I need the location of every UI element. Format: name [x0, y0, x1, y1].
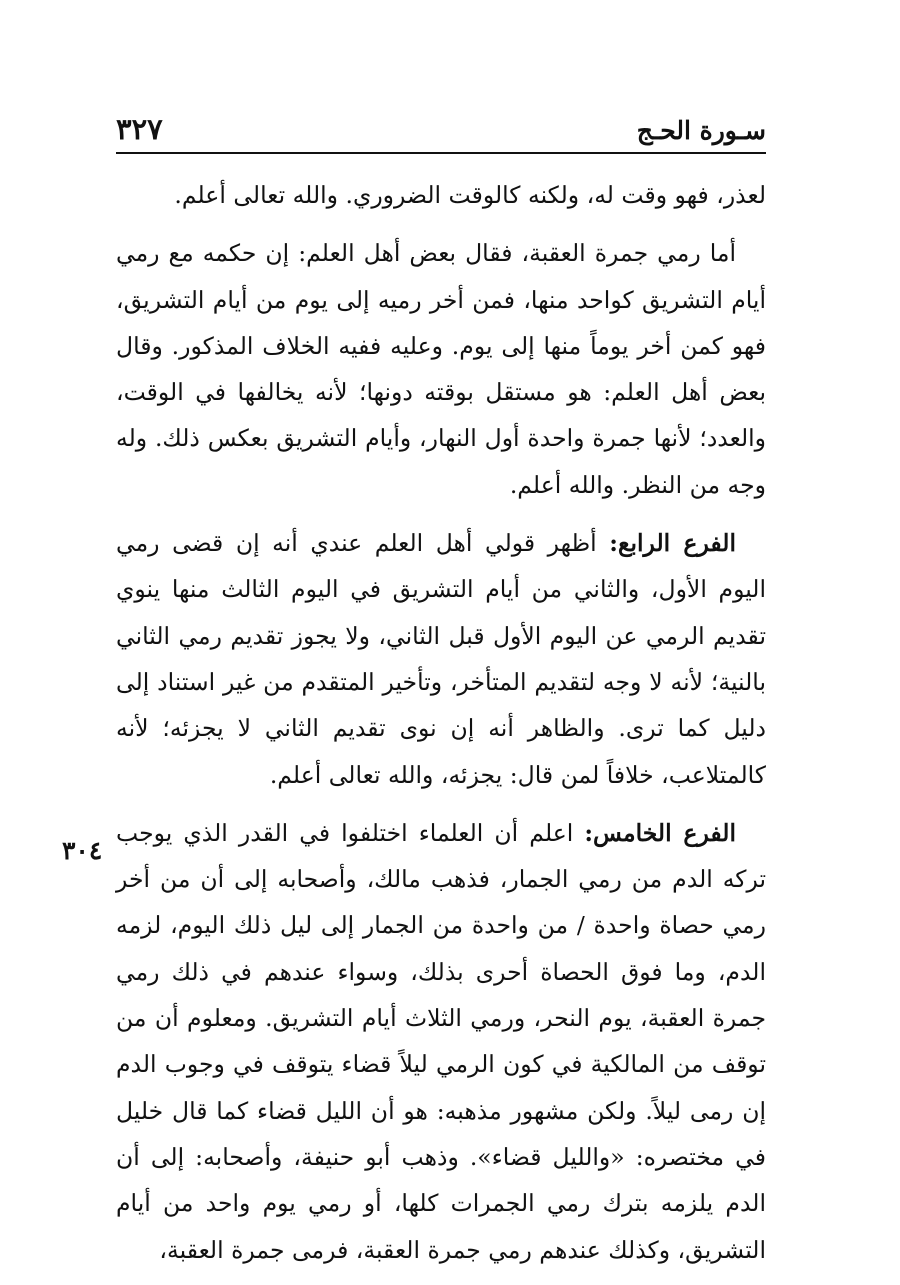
paragraph-1 [116, 172, 766, 218]
paragraph-3 [116, 520, 766, 798]
header-divider [116, 152, 766, 154]
page-number: ٣٢٧ [116, 112, 163, 146]
paragraph-3-lead: الفرع الرابع: [609, 529, 736, 558]
page-header [116, 108, 766, 154]
paragraph-2-text: أما رمي جمرة العقبة، فقال بعض أهل العلم: إن حكمه مع رمي أيام التشريق كواحد منها، فمن أخر رميه إلى يوم من أيام التشريق، فهو كمن أخر يوماً منها إلى يوم. وعليه ففيه الخلاف المذكور. وقال بعض أهل العلم: هو مستقل بوقته دونها؛ لأنه يخالفها في الوقت، والعدد؛ لأنها جمرة واحدة أول النهار، وأيام التشريق بعكس ذلك. وله وجه من النظر. والله أعلم. [116, 239, 766, 499]
surah-title: سـورة الحـج [636, 116, 766, 145]
paragraph-4 [116, 810, 766, 1273]
body-text [116, 172, 766, 1285]
paragraph-2 [116, 230, 766, 508]
margin-page-reference: ٣٠٤ [62, 836, 103, 865]
paragraph-3-text: أظهر قولي أهل العلم عندي أنه إن قضى رمي اليوم الأول، والثاني من أيام التشريق في اليوم الثالث منها ينوي تقديم الرمي عن اليوم الأول قبل الثاني، ولا يجوز تقديم رمي الثاني بالنية؛ لأنه لا وجه لتقديم المتأخر، وتأخير المتقدم من غير استناد إلى دليل كما ترى. والظاهر أنه إن نوى تقديم الثاني لا يجزئه؛ لأنه كالمتلاعب، خلافاً لمن قال: يجزئه، والله تعالى أعلم. [116, 529, 766, 789]
paragraph-4-lead: الفرع الخامس: [584, 818, 736, 847]
paragraph-1-text: لعذر، فهو وقت له، ولكنه كالوقت الضروري. والله تعالى أعلم. [174, 181, 766, 209]
paragraph-4-text: اعلم أن العلماء اختلفوا في القدر الذي يوجب تركه الدم من رمي الجمار، فذهب مالك، وأصحابه إلى أن من أخر رمي حصاة واحدة / من واحدة من الجمار إلى ليل ذلك اليوم، لزمه الدم، وما فوق الحصاة أحرى بذلك، وسواء عندهم في ذلك رمي جمرة العقبة، يوم النحر، ورمي الثلاث أيام التشريق. ومعلوم أن من توقف من المالكية في كون الرمي ليلاً قضاء يتوقف في وجوب الدم إن رمى ليلاً. ولكن مشهور مذهبه: هو أن الليل قضاء كما قال خليل في مختصره: «والليل قضاء». وذهب أبو حنيفة، وأصحابه: إلى أن الدم يلزمه بترك رمي الجمرات كلها، أو رمي يوم واحد من أيام التشريق، وكذلك عندهم رمي جمرة العقبة، فرمى جمرة العقبة، [116, 818, 766, 1264]
